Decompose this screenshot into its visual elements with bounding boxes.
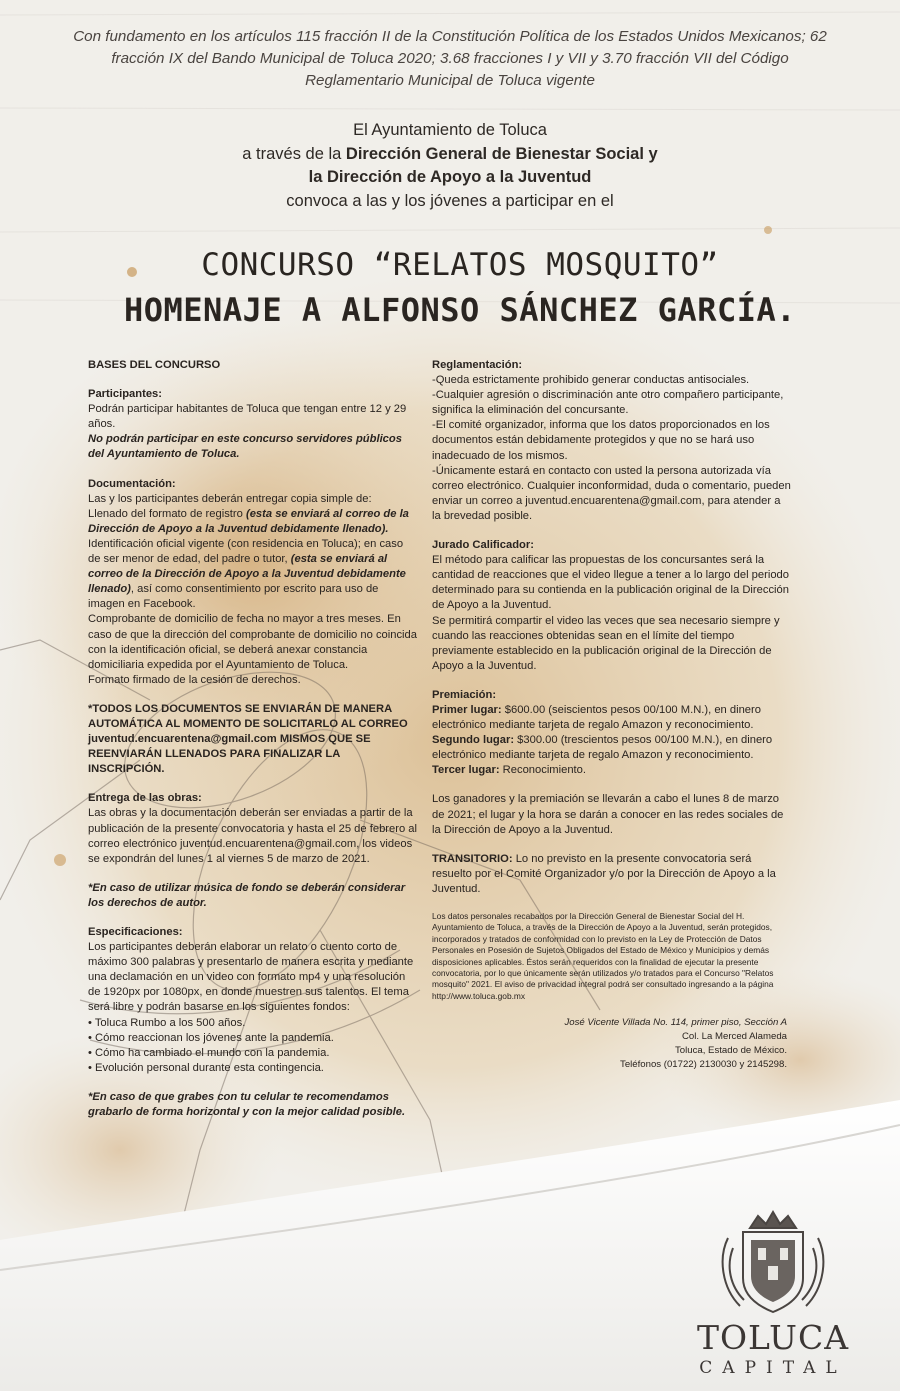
address-line: José Vicente Villada No. 114, primer piso, Sección A (564, 1017, 787, 1029)
participantes-title: Participantes: (88, 388, 162, 401)
topic-item: • Toluca Rumbo a los 500 años. (88, 1016, 246, 1029)
registro-text: Llenado del formato de registro (88, 507, 246, 520)
jurado-title: Jurado Calificador: (432, 539, 534, 552)
address-line: Toluca, Estado de México. (675, 1045, 787, 1057)
reglamentacion-item: -Únicamente estará en contacto con usted la persona autorizada vía correo electrónico. Cualquier inconformidad, duda o comentario, pueden enviar un correo a juventud.encuarentena@gmail.com, para atender a la brevedad posible. (432, 464, 791, 522)
logo-word-capital: CAPITAL (699, 1358, 847, 1378)
office-address (432, 1016, 787, 1072)
intro-line-3: la Dirección de Apoyo a la Juventud (308, 168, 592, 186)
intro-block (120, 119, 780, 213)
transitorio-label: TRANSITORIO: (432, 852, 513, 865)
prize-first (432, 703, 792, 733)
prize-third (432, 763, 792, 778)
intro-line-2-prefix: a través de la (242, 144, 346, 163)
right-column (432, 358, 792, 1072)
topic-item: • Evolución personal durante esta contingencia. (88, 1061, 324, 1074)
prize-second (432, 733, 792, 763)
jurado-text-2: Se permitirá compartir el video las veces que sea necesario siempre y cuando las reacciones obtenidas sean en el límite del tiempo previamente establecido en la publicación original de la Dirección de Apoyo a la Juventud. (432, 614, 780, 672)
coat-of-arms-icon (688, 1188, 858, 1318)
reglamentacion-item: -El comité organizador, informa que los datos proporcionados en los documentos están debidamente protegidos y que no se hará uso inadecuado de los mismos. (432, 419, 770, 462)
participantes-note: No podrán participar en este concurso servidores públicos del Ayuntamiento de Toluca. (88, 433, 402, 461)
reglamentacion-title: Reglamentación: (432, 359, 523, 371)
privacy-notice: Los datos personales recabados por la Dirección General de Bienestar Social del H. Ayuntamiento de Toluca, a través de la Dirección de Apoyo a la Juventud, serán protegidos, incorporados y tratados de conformidad con lo previsto en la Ley de Protección de Datos Personales en Posesión de Sujetos Obligados del Estado de México y Municipios y demás disposiciones aplicables. Éstos serán requeridos con la finalidad de ejecutar la presente convocatoria, por lo que únicamente serán utilizados y/o tratados para el Concurso "Relatos mosquito" 2021. El aviso de privacidad integral podrá ser consultado ingresando a la página http://www.toluca.gob.mx (432, 911, 774, 1001)
entrega-text: Las obras y la documentación deberán ser enviadas a partir de la publicación de la presente convocatoria y hasta el 25 de febrero al correo electrónico juventud.encuarentena@gmail.com, los videos se expondrán del lunes 1 al viernes 5 de marzo de 2021. (88, 807, 417, 865)
registro-note: (esta se enviará al correo de la Dirección de Apoyo a la Juventud debidamente llenado). (88, 507, 409, 535)
transitorio (432, 852, 792, 897)
prize-first-text: $600.00 (seiscientos pesos 00/100 M.N.), en dinero electrónico mediante tarjeta de regalo Amazon y reconocimiento. (432, 703, 761, 732)
topic-item: • Cómo reaccionan los jóvenes ante la pandemia. (88, 1031, 334, 1044)
intro-line-2 (120, 143, 780, 167)
prize-first-label: Primer lugar: (432, 703, 502, 716)
entrega-title: Entrega de las obras: (88, 792, 202, 805)
topics-list (88, 1016, 418, 1076)
documentacion-intro: Las y los participantes deberán entregar copia simple de: (88, 492, 372, 505)
logo-word-toluca: TOLUCA (696, 1318, 850, 1357)
legal-basis-text: Con fundamento en los artículos 115 fracción II de la Constitución Política de los Estados Unidos Mexicanos; 62 fracción IX del Bando Municipal de Toluca 2020; 3.68 fracciones I y VII y 3.70 fracción VII del Código Reglamentario Municipal de Toluca vigente (73, 28, 827, 89)
identificacion-text-end: , así como consentimiento por escrito para uso de imagen en Facebook. (88, 583, 379, 611)
documentacion-item-identificacion (88, 537, 418, 612)
recording-note: *En caso de que grabes con tu celular te recomendamos grabarlo de forma horizontal y con la mejor calidad posible. (88, 1090, 406, 1119)
bases-title: BASES DEL CONCURSO (88, 359, 221, 371)
address-line: Col. La Merced Alameda (681, 1031, 787, 1043)
toluca-logo (688, 1188, 858, 1388)
documentacion-item-cesion: Formato firmado de la cesión de derechos. (88, 673, 301, 686)
prize-third-label: Tercer lugar: (432, 764, 500, 777)
left-column (88, 358, 418, 1120)
entrega-note: *En caso de utilizar música de fondo se deberán considerar los derechos de autor. (88, 881, 406, 909)
reglamentacion-item: -Queda estrictamente prohibido generar conductas antisociales. (432, 374, 750, 387)
intro-line-2-bold: Dirección General de Bienestar Social y (345, 144, 658, 163)
contest-title-line-2: HOMENAJE A ALFONSO SÁNCHEZ GARCÍA. (123, 291, 797, 329)
documentacion-item-domicilio: Comprobante de domicilio de fecha no mayor a tres meses. En caso de que la dirección del comprobante de domicilio no coincida con la identificación oficial, se deberá anexar constancia domiciliaria expedida por el Ayuntamiento de Toluca. (88, 613, 417, 671)
documentacion-item-registro (88, 507, 418, 537)
premiacion-title: Premiación: (432, 688, 497, 701)
prize-third-text: Reconocimiento. (499, 764, 586, 777)
winners-announcement: Los ganadores y la premiación se llevarán a cabo el lunes 8 de marzo de 2021; el lugar y la hora se darán a conocer en las redes sociales de la Dirección de Apoyo a la Juventud. (432, 793, 784, 836)
jurado-text-1: El método para calificar las propuestas de los concursantes será la cantidad de reacciones que el video llegue a tener a lo largo del periodo determinado para su contienda en la publicación original de la Dirección de Apoyo a la Juventud. (432, 554, 790, 612)
identificacion-note: (esta se enviará al correo de la Dirección de Apoyo a la Juventud debidamente llenado) (88, 553, 406, 596)
prize-second-label: Segundo lugar: (432, 734, 515, 747)
especificaciones-title: Especificaciones: (88, 926, 183, 938)
contest-title (60, 243, 860, 333)
participantes-text: Podrán participar habitantes de Toluca que tengan entre 12 y 29 años. (88, 403, 407, 431)
topic-item: • Cómo ha cambiado el mundo con la pandemia. (88, 1046, 330, 1059)
documentacion-caps-notice: *TODOS LOS DOCUMENTOS SE ENVIARÁN DE MANERA AUTOMÁTICA AL MOMENTO DE SOLICITARLO AL CORREO juventud.encuarentena@gmail.com MISMOS QUE SE REENVIARÁN LLENADOS PARA FINALIZAR LA INSCRIPCIÓN. (88, 702, 408, 776)
transitorio-text: Lo no previsto en la presente convocatoria será resuelto por el Comité Organizador y/o por la Dirección de Apoyo a la Juventud. (432, 852, 776, 895)
intro-line-1: El Ayuntamiento de Toluca (353, 121, 547, 139)
documentacion-title: Documentación: (88, 477, 176, 490)
contest-title-line-1: CONCURSO “RELATOS MOSQUITO” (201, 247, 719, 283)
prize-second-text: $300.00 (trescientos pesos 00/100 M.N.), en dinero electrónico mediante tarjeta de regalo Amazon y reconocimiento. (432, 734, 773, 762)
especificaciones-text: Los participantes deberán elaborar un relato o cuento corto de máximo 300 palabras y presentarlo de manera escrita y mediante una declamación en un video con formato mp4 y una resolución de 1920px por 1080px, en donde muestren sus talentos. El tema será libre y podrán basarse en los siguientes fondos: (88, 941, 414, 1014)
reglamentacion-item: -Cualquier agresión o discriminación ante otro compañero participante, significa la eliminación del concursante. (432, 389, 784, 417)
identificacion-text: Identificación oficial vigente (con residencia en Toluca); en caso de ser menor de edad, del padre o tutor, (88, 537, 404, 566)
intro-line-4: convoca a las y los jóvenes a participar en el (286, 191, 614, 210)
address-line: Teléfonos (01722) 2130030 y 2145298. (620, 1059, 787, 1071)
